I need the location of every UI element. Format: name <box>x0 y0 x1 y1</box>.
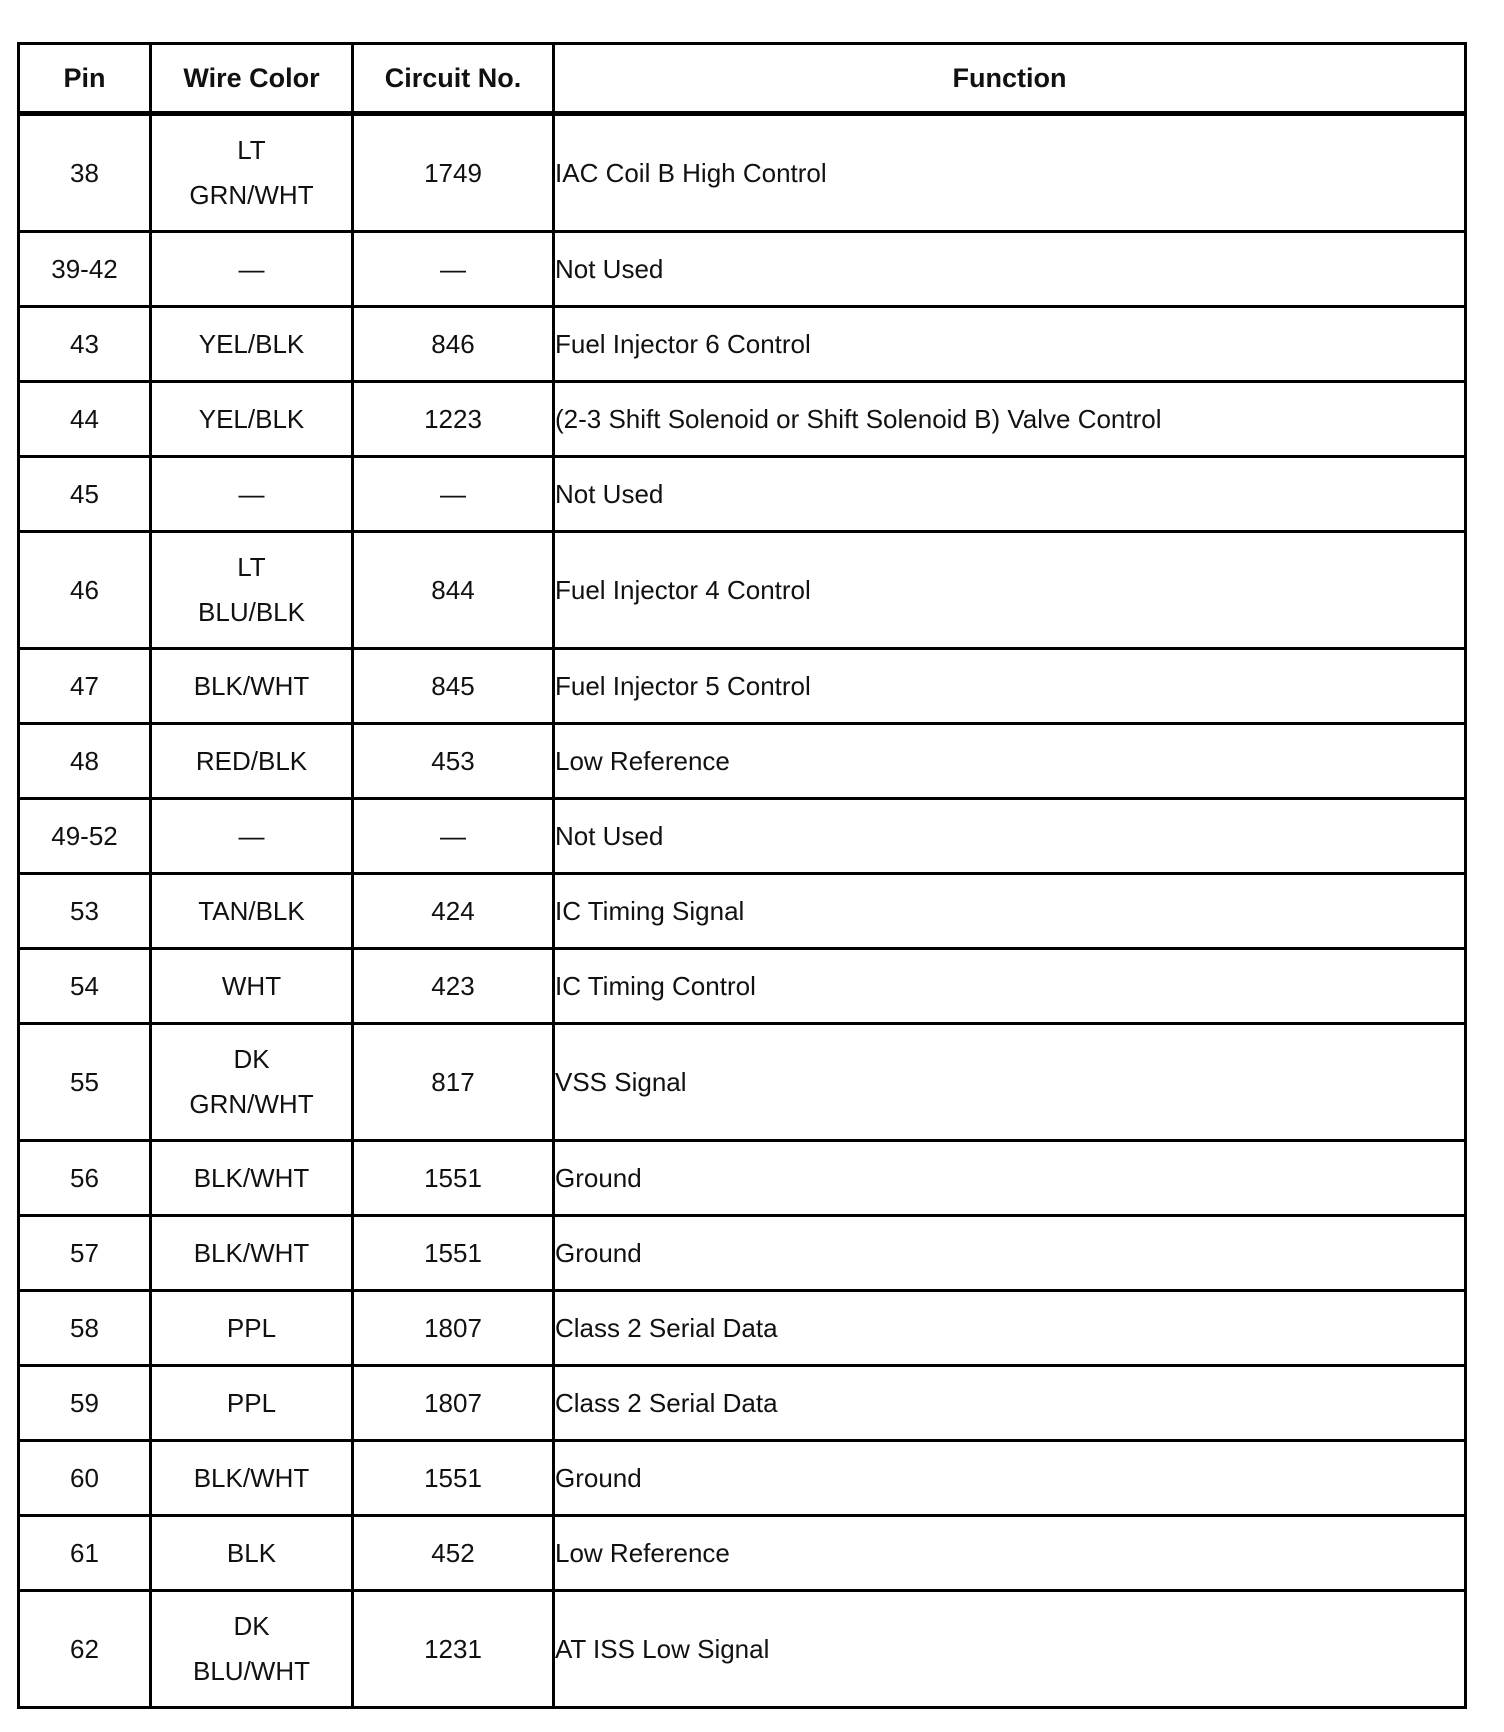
cell-wire-color <box>151 457 353 532</box>
cell-circuit-no: 1551 <box>353 1141 554 1216</box>
table-header <box>19 44 1466 114</box>
wire-color-line: BLU/BLK <box>198 597 305 627</box>
wire-color-line: LT <box>237 135 266 165</box>
cell-function: Low Reference <box>554 1516 1466 1591</box>
cell-function: Fuel Injector 6 Control <box>554 307 1466 382</box>
connector-pinout-table <box>17 42 1467 1709</box>
wire-color-line: — <box>238 820 265 851</box>
cell-circuit-no: 1231 <box>353 1591 554 1708</box>
cell-function: (2-3 Shift Solenoid or Shift Solenoid B) Valve Control <box>554 382 1466 457</box>
cell-function: AT ISS Low Signal <box>554 1591 1466 1708</box>
table-row <box>19 1441 1466 1516</box>
cell-function: IC Timing Signal <box>554 874 1466 949</box>
table-row <box>19 724 1466 799</box>
table-row <box>19 1216 1466 1291</box>
cell-wire-color <box>151 532 353 649</box>
cell-pin: 56 <box>19 1141 151 1216</box>
table-row <box>19 1141 1466 1216</box>
cell-pin: 58 <box>19 1291 151 1366</box>
cell-pin: 44 <box>19 382 151 457</box>
cell-pin: 62 <box>19 1591 151 1708</box>
wire-color-line: BLK/WHT <box>193 670 310 701</box>
cell-circuit-no: 423 <box>353 949 554 1024</box>
cell-wire-color <box>151 1024 353 1141</box>
cell-wire-color <box>151 1291 353 1366</box>
cell-circuit-no: 452 <box>353 1516 554 1591</box>
cell-circuit-no: 845 <box>353 649 554 724</box>
cell-wire-color <box>151 724 353 799</box>
cell-wire-color <box>151 232 353 307</box>
cell-pin: 48 <box>19 724 151 799</box>
cell-circuit-no: 846 <box>353 307 554 382</box>
cell-function: Low Reference <box>554 724 1466 799</box>
cell-pin: 57 <box>19 1216 151 1291</box>
cell-pin: 43 <box>19 307 151 382</box>
wire-color-line: YEL/BLK <box>198 403 305 434</box>
cell-wire-color <box>151 307 353 382</box>
wire-color-line: DK <box>233 1611 270 1641</box>
cell-circuit-no: 1807 <box>353 1291 554 1366</box>
cell-pin: 49-52 <box>19 799 151 874</box>
table-row <box>19 1024 1466 1141</box>
cell-wire-color <box>151 382 353 457</box>
table-row <box>19 1366 1466 1441</box>
table-row <box>19 457 1466 532</box>
table-row <box>19 1516 1466 1591</box>
wire-color-line: — <box>238 253 265 284</box>
cell-function: VSS Signal <box>554 1024 1466 1141</box>
cell-circuit-no: 844 <box>353 532 554 649</box>
cell-function: Not Used <box>554 232 1466 307</box>
cell-circuit-no: 1749 <box>353 114 554 232</box>
wire-color-line: DK <box>233 1044 270 1074</box>
wire-color-line: YEL/BLK <box>198 328 305 359</box>
table-row <box>19 949 1466 1024</box>
wire-color-line: — <box>238 478 265 509</box>
wire-color-line: BLK/WHT <box>193 1237 310 1268</box>
wire-color-line: GRN/WHT <box>189 1089 314 1119</box>
connector-pinout-table-wrapper <box>17 42 1464 1709</box>
cell-pin: 38 <box>19 114 151 232</box>
cell-circuit-no: 1223 <box>353 382 554 457</box>
cell-wire-color <box>151 949 353 1024</box>
cell-pin: 59 <box>19 1366 151 1441</box>
cell-pin: 60 <box>19 1441 151 1516</box>
table-row <box>19 799 1466 874</box>
cell-circuit-no: 1551 <box>353 1216 554 1291</box>
wire-color-line: GRN/WHT <box>189 180 314 210</box>
table-row <box>19 232 1466 307</box>
cell-wire-color <box>151 649 353 724</box>
header-function: Function <box>554 44 1466 114</box>
cell-function: Not Used <box>554 799 1466 874</box>
cell-circuit-no: 817 <box>353 1024 554 1141</box>
cell-wire-color <box>151 1141 353 1216</box>
cell-circuit-no: — <box>353 457 554 532</box>
cell-circuit-no: — <box>353 232 554 307</box>
header-wire-color: Wire Color <box>151 44 353 114</box>
cell-circuit-no: 424 <box>353 874 554 949</box>
table-row <box>19 874 1466 949</box>
cell-pin: 61 <box>19 1516 151 1591</box>
cell-function: Ground <box>554 1216 1466 1291</box>
wire-color-line: BLK/WHT <box>193 1162 310 1193</box>
cell-wire-color <box>151 114 353 232</box>
cell-wire-color <box>151 874 353 949</box>
cell-circuit-no: 1807 <box>353 1366 554 1441</box>
cell-wire-color <box>151 799 353 874</box>
table-row <box>19 1291 1466 1366</box>
wire-color-line: TAN/BLK <box>198 895 305 926</box>
cell-pin: 46 <box>19 532 151 649</box>
cell-circuit-no: 1551 <box>353 1441 554 1516</box>
cell-pin: 54 <box>19 949 151 1024</box>
table-row <box>19 307 1466 382</box>
table-row <box>19 382 1466 457</box>
wire-color-line: BLK/WHT <box>193 1462 310 1493</box>
cell-pin: 53 <box>19 874 151 949</box>
cell-circuit-no: — <box>353 799 554 874</box>
table-row <box>19 1591 1466 1708</box>
header-row <box>19 44 1466 114</box>
cell-wire-color <box>151 1216 353 1291</box>
cell-function: Fuel Injector 4 Control <box>554 532 1466 649</box>
table-body <box>19 114 1466 1708</box>
cell-function: IAC Coil B High Control <box>554 114 1466 232</box>
cell-wire-color <box>151 1516 353 1591</box>
cell-function: Class 2 Serial Data <box>554 1366 1466 1441</box>
cell-pin: 47 <box>19 649 151 724</box>
header-circuit-no: Circuit No. <box>353 44 554 114</box>
wire-color-line: BLK <box>226 1537 277 1568</box>
wire-color-line: WHT <box>221 970 282 1001</box>
wire-color-line: PPL <box>226 1312 277 1343</box>
cell-pin: 55 <box>19 1024 151 1141</box>
header-pin: Pin <box>19 44 151 114</box>
cell-function: Ground <box>554 1141 1466 1216</box>
cell-function: IC Timing Control <box>554 949 1466 1024</box>
cell-function: Not Used <box>554 457 1466 532</box>
cell-function: Ground <box>554 1441 1466 1516</box>
table-row <box>19 649 1466 724</box>
cell-function: Class 2 Serial Data <box>554 1291 1466 1366</box>
cell-wire-color <box>151 1441 353 1516</box>
cell-pin: 45 <box>19 457 151 532</box>
wire-color-line: BLU/WHT <box>193 1656 310 1686</box>
cell-pin: 39-42 <box>19 232 151 307</box>
table-row <box>19 114 1466 232</box>
wire-color-line: LT <box>237 552 266 582</box>
cell-wire-color <box>151 1591 353 1708</box>
wire-color-line: PPL <box>226 1387 277 1418</box>
cell-function: Fuel Injector 5 Control <box>554 649 1466 724</box>
cell-circuit-no: 453 <box>353 724 554 799</box>
cell-wire-color <box>151 1366 353 1441</box>
wire-color-line: RED/BLK <box>195 745 308 776</box>
table-row <box>19 532 1466 649</box>
